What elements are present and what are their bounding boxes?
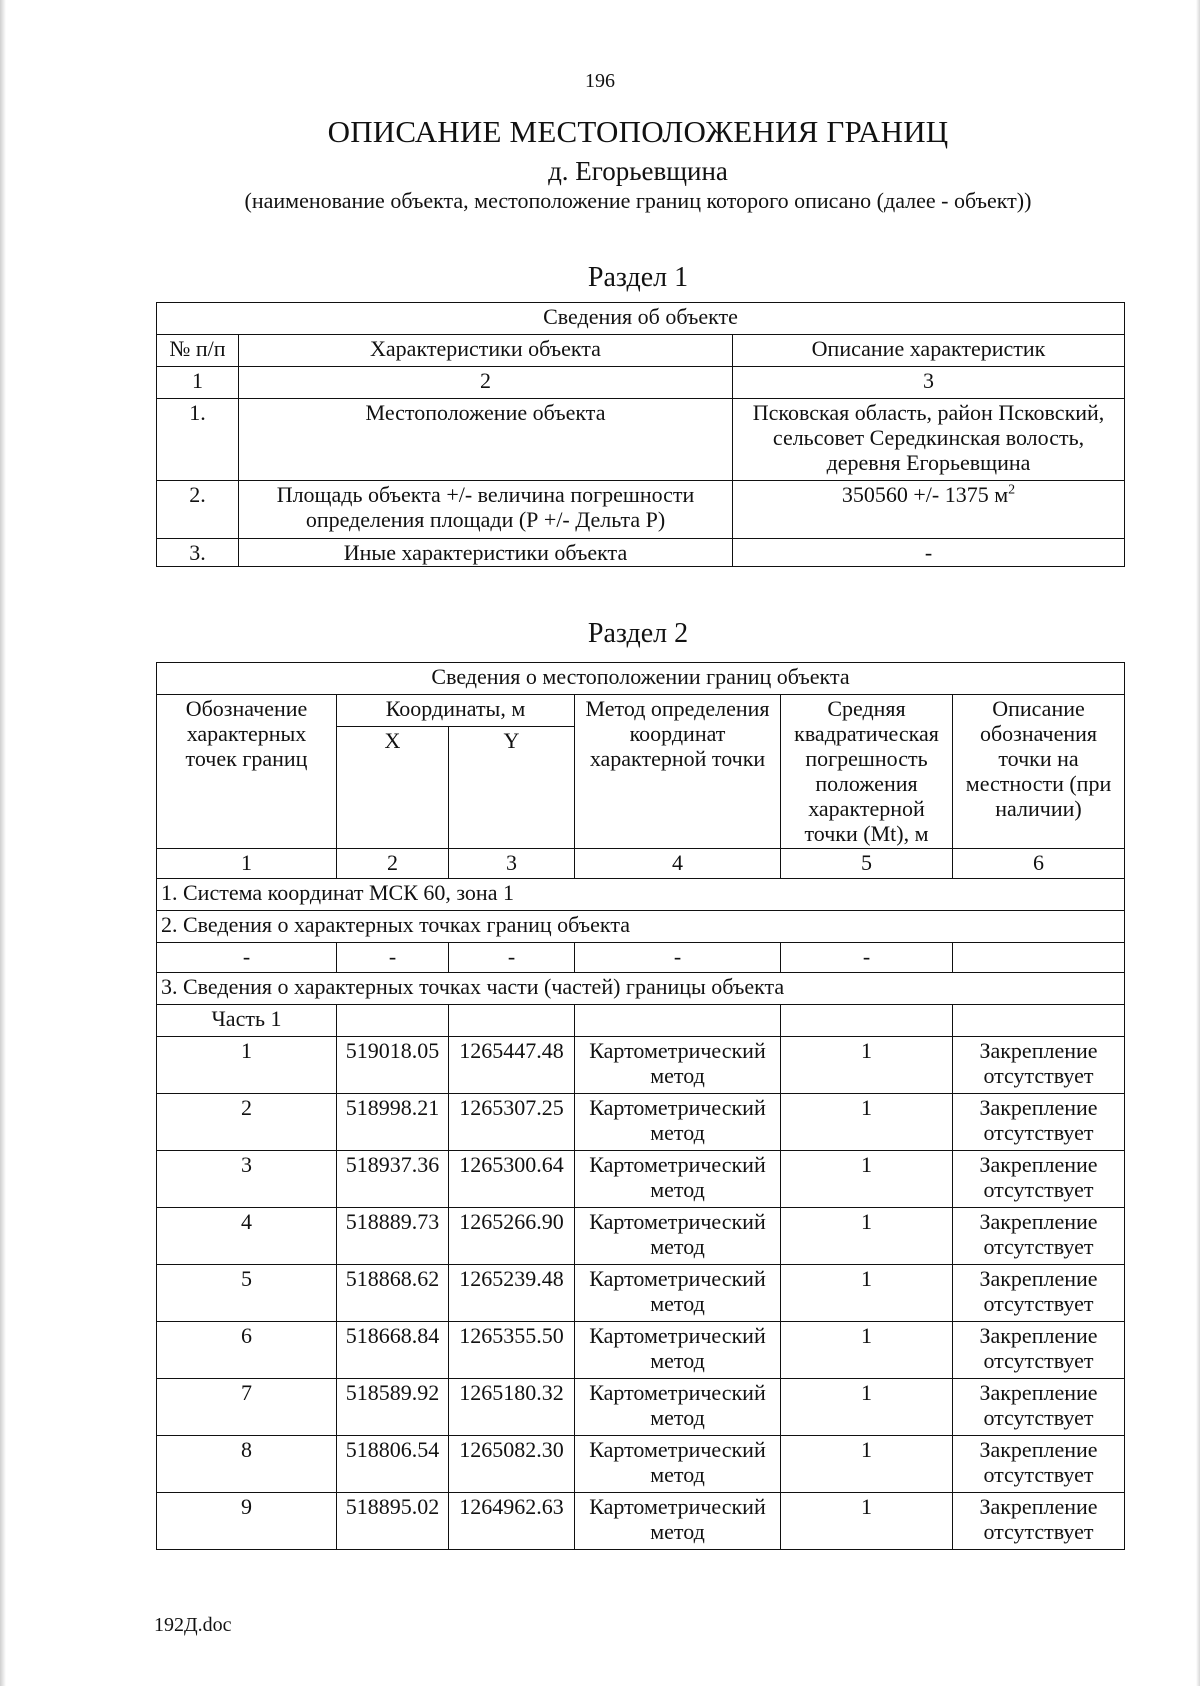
point-number: 7 [157,1379,337,1436]
point-description: Закрепление отсутствует [953,1265,1125,1322]
point-method: Картометрический метод [575,1208,781,1265]
point-y: 1265239.48 [449,1265,575,1322]
object-caption: (наименование объекта, местоположение границ которого описано (далее - объект)) [244,188,1032,213]
table-row [157,1379,1125,1436]
column-number: 6 [953,849,1125,879]
point-x: 518889.73 [337,1208,449,1265]
point-error: 1 [781,1379,953,1436]
point-y: 1265180.32 [449,1379,575,1436]
boundary-points-subheading: 2. Сведения о характерных точках границ объекта [157,911,1125,943]
table-row [157,1094,1125,1151]
point-number: 3 [157,1151,337,1208]
column-number: 5 [781,849,953,879]
table-row [157,1208,1125,1265]
table-row [157,481,1125,539]
header-y: Y [449,727,575,849]
point-method: Картометрический метод [575,1037,781,1094]
column-number: 1 [157,849,337,879]
point-y: 1265355.50 [449,1322,575,1379]
header-points: Обозначение характерных точек границ [157,695,337,849]
point-method: Картометрический метод [575,1094,781,1151]
point-error: 1 [781,1493,953,1550]
points-body [157,1037,1125,1550]
point-method: Картометрический метод [575,1436,781,1493]
part-label: Часть 1 [157,1005,337,1037]
area-value: 350560 +/- 1375 м [841,482,1009,507]
row-number: 3. [157,539,239,567]
header-characteristics: Характеристики объекта [239,335,733,367]
empty-cell [953,943,1125,973]
empty-cell [781,1005,953,1037]
section-1-heading: Раздел 1 [587,262,689,293]
table-title: Сведения об объекте [157,303,1125,335]
point-y: 1265266.90 [449,1208,575,1265]
boundary-points-table [156,662,1125,1550]
point-error: 1 [781,1265,953,1322]
table-row [157,1265,1125,1322]
page-edge-right [1196,0,1200,1686]
header-error: Средняя квадратическая погрешность положения характерной точки (Мt), м [781,695,953,849]
point-x: 518998.21 [337,1094,449,1151]
point-x: 518868.62 [337,1265,449,1322]
point-number: 8 [157,1436,337,1493]
empty-cell [953,1005,1125,1037]
point-number: 1 [157,1037,337,1094]
table-row [157,1037,1125,1094]
document-title: ОПИСАНИЕ МЕСТОПОЛОЖЕНИЯ ГРАНИЦ [327,114,949,149]
part-points-subheading: 3. Сведения о характерных точках части (частей) границы объекта [157,973,1125,1005]
point-method: Картометрический метод [575,1151,781,1208]
column-number: 4 [575,849,781,879]
point-description: Закрепление отсутствует [953,1436,1125,1493]
point-x: 518806.54 [337,1436,449,1493]
point-description: Закрепление отсутствует [953,1208,1125,1265]
point-description: Закрепление отсутствует [953,1322,1125,1379]
column-number: 2 [239,367,733,399]
empty-cell: - [337,943,449,973]
point-description: Закрепление отсутствует [953,1151,1125,1208]
object-name: д. Егорьевщина [548,156,728,186]
point-number: 4 [157,1208,337,1265]
header-number: № п/п [157,335,239,367]
point-y: 1265082.30 [449,1436,575,1493]
point-y: 1265447.48 [449,1037,575,1094]
row-characteristic: Местоположение объекта [239,399,733,481]
point-x: 518668.84 [337,1322,449,1379]
table-row [157,539,1125,567]
point-number: 2 [157,1094,337,1151]
empty-cell: - [575,943,781,973]
point-number: 6 [157,1322,337,1379]
point-x: 518589.92 [337,1379,449,1436]
point-number: 5 [157,1265,337,1322]
empty-cell [449,1005,575,1037]
table-row [157,1322,1125,1379]
point-y: 1264962.63 [449,1493,575,1550]
point-y: 1265300.64 [449,1151,575,1208]
empty-cell: - [157,943,337,973]
row-number: 1. [157,399,239,481]
header-x: X [337,727,449,849]
empty-cell: - [449,943,575,973]
row-value [733,481,1125,539]
point-error: 1 [781,1322,953,1379]
table-row [157,1436,1125,1493]
point-x: 519018.05 [337,1037,449,1094]
row-number: 2. [157,481,239,539]
section-2-heading: Раздел 2 [587,618,689,649]
point-method: Картометрический метод [575,1322,781,1379]
row-value: Псковская область, район Псковский, сельсовет Середкинская волость, деревня Егорьевщина [733,399,1125,481]
point-x: 518895.02 [337,1493,449,1550]
point-method: Картометрический метод [575,1265,781,1322]
row-characteristic: Площадь объекта +/- величина погрешности определения площади (Р +/- Дельта Р) [239,481,733,539]
empty-cell: - [781,943,953,973]
table-row [157,399,1125,481]
point-description: Закрепление отсутствует [953,1037,1125,1094]
point-description: Закрепление отсутствует [953,1094,1125,1151]
point-description: Закрепление отсутствует [953,1493,1125,1550]
header-description: Описание обозначения точки на местности (при наличии) [953,695,1125,849]
point-error: 1 [781,1094,953,1151]
column-number: 1 [157,367,239,399]
row-characteristic: Иные характеристики объекта [239,539,733,567]
point-number: 9 [157,1493,337,1550]
point-x: 518937.36 [337,1151,449,1208]
point-error: 1 [781,1037,953,1094]
table-row [157,1151,1125,1208]
point-error: 1 [781,1436,953,1493]
header-coordinates: Координаты, м [337,695,575,727]
row-value: - [733,539,1125,567]
point-description: Закрепление отсутствует [953,1379,1125,1436]
point-y: 1265307.25 [449,1094,575,1151]
header-method: Метод определения координат характерной точки [575,695,781,849]
table-row [157,1493,1125,1550]
header-description: Описание характеристик [733,335,1125,367]
file-name-footer: 192Д.doc [154,1614,232,1636]
object-info-table [156,302,1125,567]
point-method: Картометрический метод [575,1379,781,1436]
column-number: 3 [733,367,1125,399]
table-title: Сведения о местоположении границ объекта [157,663,1125,695]
point-method: Картометрический метод [575,1493,781,1550]
area-unit-exponent: 2 [1008,482,1016,498]
coordinate-system-row: 1. Система координат МСК 60, зона 1 [157,879,1125,911]
empty-cell [337,1005,449,1037]
point-error: 1 [781,1151,953,1208]
page-edge-left [0,0,6,1686]
page-number: 196 [585,70,615,92]
point-error: 1 [781,1208,953,1265]
empty-row [157,943,1125,973]
empty-cell [575,1005,781,1037]
column-number: 3 [449,849,575,879]
column-number: 2 [337,849,449,879]
